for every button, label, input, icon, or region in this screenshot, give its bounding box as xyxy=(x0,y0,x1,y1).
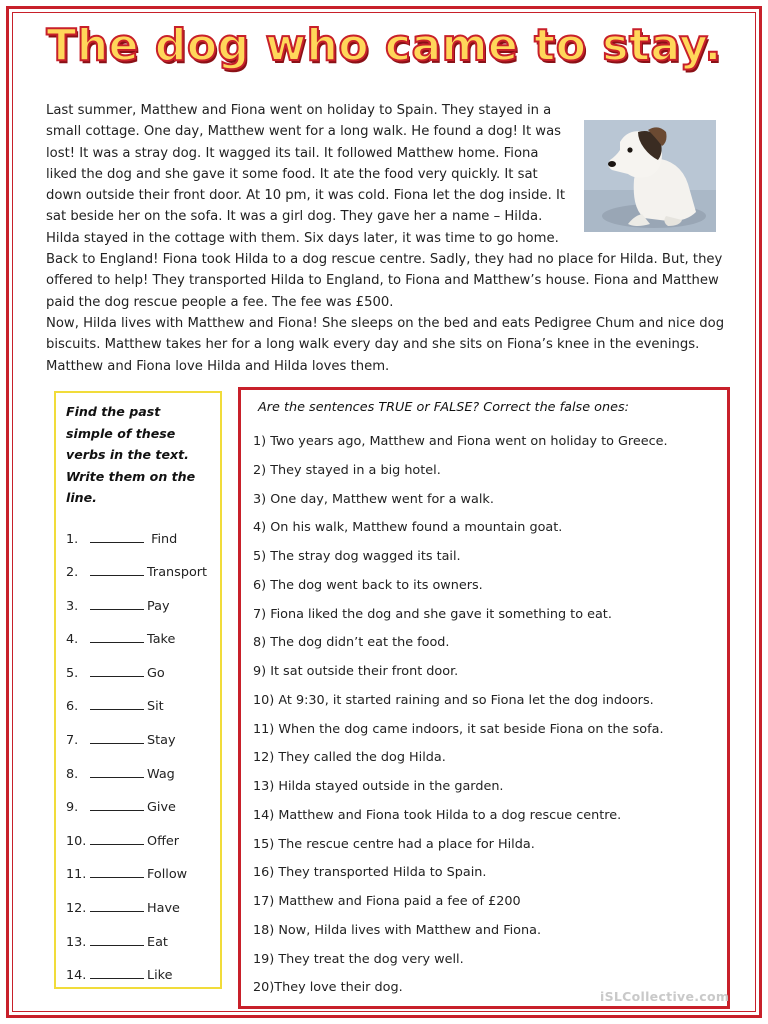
statement-item: 18) Now, Hilda lives with Matthew and Fiona. xyxy=(253,922,542,938)
answer-line[interactable] xyxy=(90,631,144,643)
statement-item: 19) They treat the dog very well. xyxy=(253,951,464,967)
verb-number: 7. xyxy=(66,733,79,749)
answer-line[interactable] xyxy=(90,665,144,677)
verb-number: 11. xyxy=(66,867,87,883)
verb-number: 12. xyxy=(66,901,87,917)
true-false-list xyxy=(253,428,715,1003)
true-false-instructions: Are the sentences TRUE or FALSE? Correct the false ones: xyxy=(258,400,629,415)
verb-item xyxy=(66,926,210,960)
verb-word: Eat xyxy=(147,934,168,950)
verb-number: 1. xyxy=(66,531,79,547)
answer-line[interactable] xyxy=(90,967,144,979)
verb-item xyxy=(66,892,210,926)
answer-line[interactable] xyxy=(90,698,144,710)
verb-word: Follow xyxy=(147,867,188,883)
verb-word: Give xyxy=(147,800,176,816)
verb-word: Offer xyxy=(147,833,180,849)
verb-item xyxy=(66,623,210,657)
verb-item xyxy=(66,556,210,590)
verb-item xyxy=(66,724,210,758)
true-false-exercise xyxy=(238,387,730,1009)
statement-item: 6) The dog went back to its owners. xyxy=(253,577,483,593)
answer-line[interactable] xyxy=(90,900,144,912)
verb-word: Wag xyxy=(147,766,175,782)
statement-item: 14) Matthew and Fiona took Hilda to a dog rescue centre. xyxy=(253,807,622,823)
verb-word: Like xyxy=(147,968,173,984)
statement-item: 20)They love their dog. xyxy=(253,980,403,996)
statement-item: 10) At 9:30, it started raining and so Fiona let the dog indoors. xyxy=(253,692,654,708)
answer-line[interactable] xyxy=(90,564,144,576)
statement-item: 16) They transported Hilda to Spain. xyxy=(253,865,487,881)
statement-item: 8) The dog didn’t eat the food. xyxy=(253,635,450,651)
story-paragraph-2: Now, Hilda lives with Matthew and Fiona! She sleeps on the bed and eats Pedigree Chum and nice dog biscuits. Matthew takes her for a long walk every day and she sits on Fiona’s knee in the evenings. Matthew and Fiona love Hilda and Hilda loves them. xyxy=(46,315,725,374)
past-simple-exercise xyxy=(54,391,222,989)
statement-item: 11) When the dog came indoors, it sat beside Fiona on the sofa. xyxy=(253,721,664,737)
verb-number: 4. xyxy=(66,632,79,648)
statement-item: 12) They called the dog Hilda. xyxy=(253,750,446,766)
verbs-instructions: Find the past simple of these verbs in the text. Write them on the line. xyxy=(66,404,196,505)
verb-item xyxy=(66,825,210,859)
verb-number: 14. xyxy=(66,968,87,984)
verb-word: Pay xyxy=(147,598,170,614)
verb-number: 2. xyxy=(66,565,79,581)
verb-item xyxy=(66,590,210,624)
verb-number: 3. xyxy=(66,598,79,614)
statement-item: 13) Hilda stayed outside in the garden. xyxy=(253,779,504,794)
dog-photo xyxy=(584,120,716,232)
statement-item: 2) They stayed in a big hotel. xyxy=(253,462,441,478)
verb-item xyxy=(66,523,210,557)
answer-line[interactable] xyxy=(90,934,144,946)
statement-item: 15) The rescue centre had a place for Hilda. xyxy=(253,836,535,852)
verb-number: 13. xyxy=(66,934,87,950)
verb-word: Take xyxy=(147,632,176,648)
verb-number: 6. xyxy=(66,699,79,715)
statement-item: 17) Matthew and Fiona paid a fee of £200 xyxy=(253,894,521,909)
statement-item: 5) The stray dog wagged its tail. xyxy=(253,549,461,564)
verbs-list xyxy=(66,523,210,993)
statement-item: 4) On his walk, Matthew found a mountain goat. xyxy=(253,520,563,536)
verb-word: Have xyxy=(147,901,180,917)
answer-line[interactable] xyxy=(90,866,144,878)
verb-word: Stay xyxy=(147,733,176,749)
verb-word: Sit xyxy=(147,699,164,715)
verb-word: Transport xyxy=(147,565,208,581)
answer-line[interactable] xyxy=(90,766,144,778)
verb-item xyxy=(66,959,210,993)
verb-item xyxy=(66,758,210,792)
verb-word: Go xyxy=(147,665,165,681)
verb-number: 10. xyxy=(66,833,87,849)
verb-number: 5. xyxy=(66,665,79,681)
watermark: iSLCollective.com xyxy=(600,989,730,1004)
answer-line[interactable] xyxy=(90,598,144,610)
verb-word: Find xyxy=(147,531,178,547)
verb-number: 9. xyxy=(66,800,79,816)
statement-item: 9) It sat outside their front door. xyxy=(253,664,459,679)
answer-line[interactable] xyxy=(90,799,144,811)
answer-line[interactable] xyxy=(90,732,144,744)
statement-item: 1) Two years ago, Matthew and Fiona went on holiday to Greece. xyxy=(253,434,668,449)
answer-line[interactable] xyxy=(90,833,144,845)
verb-item xyxy=(66,791,210,825)
worksheet-title: The dog who came to stay. xyxy=(46,20,722,71)
statement-item: 3) One day, Matthew went for a walk. xyxy=(253,491,494,507)
story-text xyxy=(46,100,726,377)
verb-item xyxy=(66,657,210,691)
story-paragraph-1: Last summer, Matthew and Fiona went on holiday to Spain. They stayed in a small cottage. One day, Matthew went for a long walk. He found a dog! It was lost! It was a stray dog. It wagged its tail. It followed Matthew home. Fiona liked the dog and she gave it some food. It ate the food very quickly. It sat down outside their front door. At 10 pm, it was cold. Fiona let the dog inside. It sat beside her on the sofa. It was a girl dog. They gave her a name – Hilda. Hilda stayed in the cottage with them. Six days later, it was time to go home. Back to England! Fiona took Hilda to a dog rescue centre. Sadly, they had no place for Hilda. But, they offered to help! They transported Hilda to England, to Fiona and Matthew’s house. Fiona and Matthew paid the dog rescue people a fee. The fee was £500. xyxy=(46,103,723,310)
verb-item xyxy=(66,690,210,724)
statement-item: 7) Fiona liked the dog and she gave it something to eat. xyxy=(253,606,612,622)
answer-line[interactable] xyxy=(90,531,144,543)
verb-number: 8. xyxy=(66,766,79,782)
verb-item xyxy=(66,858,210,892)
